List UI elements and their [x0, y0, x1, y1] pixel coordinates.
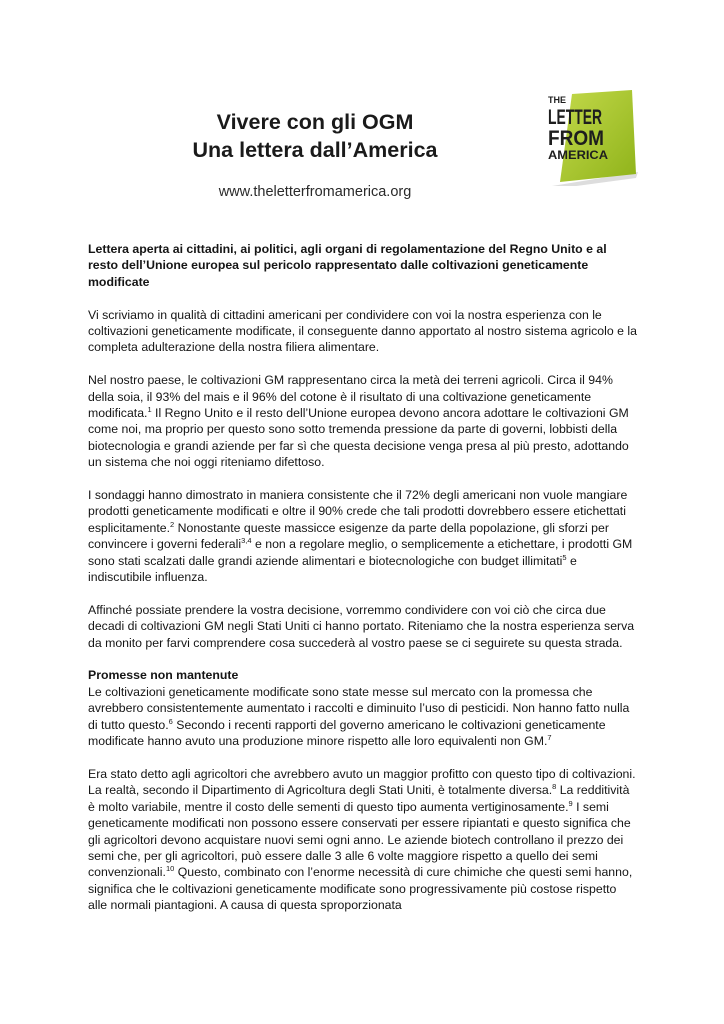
lead-paragraph: Lettera aperta ai cittadini, ai politici, agli organi di regolamentazione del Regno Unito e al resto dell’Unione europea sul pericolo rappresentato dalle coltivazioni geneticamente modificate [88, 242, 607, 289]
paragraph-5: Le coltivazioni geneticamente modificate sono state messe sul mercato con la promessa che avrebbero consistentemente aumentato i raccolti e diminuito l’uso di pesticidi. Non hanno fatto nulla di tutto questo.$^6$ Secondo i recenti rapporti del governo americano le coltivazioni geneticamente modificate hanno avuto una produzione minore rispetto alle loro equivalenti non GM.$^7$ [88, 684, 630, 749]
footnote-ref: 5 [562, 552, 567, 562]
title-line-2: Una lettera dall’America [192, 138, 438, 162]
website-url: www.theletterfromamerica.org [218, 184, 412, 200]
title-line-1: Vivere con gli OGM [216, 110, 414, 134]
letter-body [88, 241, 638, 930]
paragraph-4: Affinché possiate prendere la vostra decisione, vorremmo condividere con voi ciò che circa due decadi di coltivazioni GM negli Stati Uniti ci hanno portato. Riteniamo che la nostra esperienza serva da monito per farvi comprendere cosa succederà al vostro paese se ci seguirete su questa strada. [88, 602, 635, 650]
paragraph-6: Era stato detto agli agricoltori che avrebbero avuto un maggior profitto con questo tipo di coltivazioni. La realtà, secondo il Dipartimento di Agricoltura degli Stati Uniti, è totalmente diversa.$^8$ La redditività è molto variabile, mentre il costo delle sementi di questo tipo aumenta vertiginosamente.$^9$ I semi geneticamente modificati non possono essere conservati per essere ripiantati e questo significa che gli agricoltori devono acquistare nuovi semi ogni anno. Le aziende biotech controllano il prezzo dei semi che, per gli agricoltori, può essere dalle 3 alle 6 volte maggiore rispetto a quello dei semi convenzionali.$^{10}$ Questo, combinato con l’enorme necessità di cure chimiche che questi semi hanno, significa che le coltivazioni geneticamente modificate sono progressivamente più costose rispetto alle normali piantagioni. A causa di questa sproporzionata [88, 766, 636, 913]
logo-text-letter: LETTER [548, 106, 602, 129]
footnote-ref: 8 [552, 782, 557, 792]
paragraph-2: Nel nostro paese, le coltivazioni GM rappresentano circa la metà dei terreni agricoli. Circa il 94% della soia, il 93% del mais e il 96% del cotone è il risultato di una coltivazione geneticamente modificata.$^1$ Il Regno Unito e il resto dell’Unione europea devono ancora adottare le coltivazioni GM come noi, ma proprio per questo sono sotto tremenda pressione da parte di governi, lobbisti della biotecnologia e grandi aziende per far sì che questa decisione venga presa al più presto, adottando un sistema che noi oggi riteniamo difettoso. [88, 373, 629, 470]
logo-text-the: THE [548, 95, 566, 105]
footnote-ref: 2 [170, 519, 175, 529]
footnote-ref: 3,4 [241, 536, 252, 546]
logo-text-america: AMERICA [548, 148, 609, 162]
footnote-ref: 6 [168, 716, 173, 726]
footnote-ref: 10 [165, 864, 175, 874]
footnote-ref: 1 [147, 404, 152, 414]
letter-from-america-logo [548, 90, 638, 186]
section-heading: Promesse non mantenute [88, 668, 239, 683]
paragraph-3: I sondaggi hanno dimostrato in maniera consistente che il 72% degli americani non vuole mangiare prodotti geneticamente modificati e oltre il 90% crede che tali prodotti dovrebbero essere etichettati esplicitamente.$^2$ Nonostante queste massicce esigenze da parte della popolazione, gli sforzi per convincere i governi federali$^{3,4}$ e non a regolare meglio, o semplicemente a etichettare, i prodotti GM sono stati scalzati dalle grandi aziende alimentari e biotecnologiche con budget illimitati$^5$ e indiscutibile influenza. [88, 488, 633, 585]
footnote-ref: 7 [547, 733, 552, 743]
footnote-ref: 9 [568, 798, 573, 808]
logo-text-from: FROM [548, 127, 604, 150]
paragraph-1: Vi scriviamo in qualità di cittadini americani per condividere con voi la nostra esperienza con le coltivazioni geneticamente modificate, il conseguente danno apportato al nostro sistema agricolo e la completa adulterazione della nostra filiera alimentare. [88, 307, 637, 355]
document-title [150, 108, 480, 164]
